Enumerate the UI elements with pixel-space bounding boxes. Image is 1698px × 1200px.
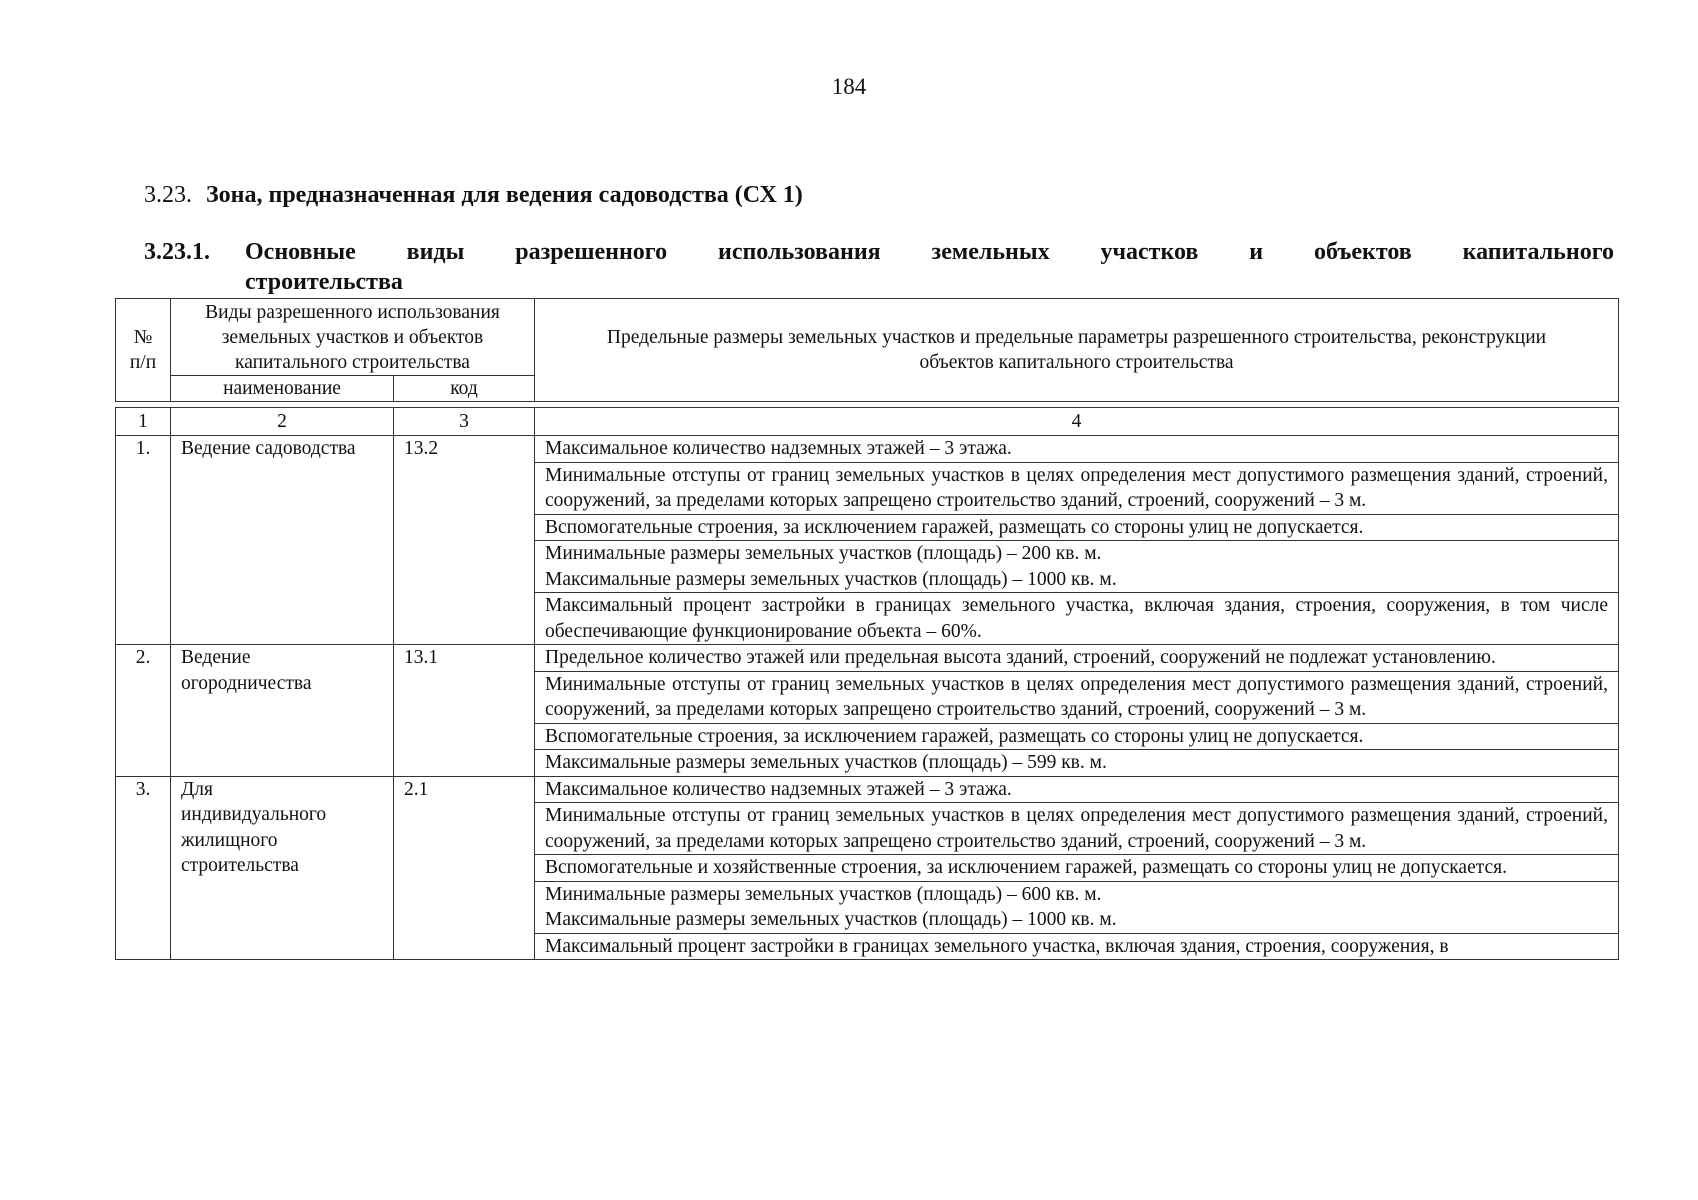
header-name-col: наименование — [171, 376, 394, 402]
limit-rule-text: Максимальный процент застройки в границах земельного участка, включая здания, строения, сооружения, в том числе обеспечивающие функционирование объекта – 60%. — [545, 595, 1608, 642]
section-heading — [144, 182, 803, 209]
use-type-code: 2.1 — [394, 776, 535, 960]
limit-rule — [535, 776, 1619, 803]
table-header — [115, 298, 1619, 402]
limit-rule — [535, 462, 1619, 514]
row-number: 2. — [116, 645, 171, 777]
index-cell: 1 — [116, 408, 171, 436]
row-number: 1. — [116, 436, 171, 645]
limit-rule — [535, 541, 1619, 593]
section-number: 3.23. — [144, 182, 192, 208]
index-cell: 4 — [535, 408, 1619, 436]
limit-rule — [535, 723, 1619, 750]
limit-rule-text: Вспомогательные строения, за исключением гаражей, размещать со стороны улиц не допускается. — [545, 516, 1364, 538]
limit-rule-text: Максимальные размеры земельных участков (площадь) – 599 кв. м. — [545, 752, 1107, 773]
limit-rule-text: Предельное количество этажей или предельная высота зданий, строений, сооружений не подлежат установлению. — [545, 647, 1496, 668]
subsection-title-line2: строительства — [245, 269, 403, 295]
subsection-heading — [144, 237, 1614, 297]
index-cell: 2 — [171, 408, 394, 436]
page-number: 184 — [831, 74, 867, 99]
use-type-name: Для индивидуального жилищного строительства — [171, 776, 394, 960]
limit-rule-text: Максимальный процент застройки в границах земельного участка, включая здания, строения, сооружения, в — [545, 935, 1449, 957]
table-body — [115, 407, 1619, 960]
index-cell: 3 — [394, 408, 535, 436]
limit-rule-text: Максимальное количество надземных этажей – 3 этажа. — [545, 438, 1012, 459]
use-type-code: 13.2 — [394, 436, 535, 645]
limit-rule-text: Максимальные размеры земельных участков (площадь) – 1000 кв. м. — [545, 909, 1117, 930]
limit-rule-text: Минимальные размеры земельных участков (площадь) – 200 кв. м. — [545, 543, 1102, 564]
limit-rule — [535, 855, 1619, 882]
limit-rule-text: Вспомогательные и хозяйственные строения, за исключением гаражей, размещать со стороны улиц не допускается. — [545, 857, 1507, 878]
limit-rule-text: Минимальные отступы от границ земельных участков в целях определения мест допустимого размещения зданий, строений, сооружений, за пределами которых запрещено строительство зданий, строений, сооружений – 3 м. — [545, 673, 1608, 720]
limit-rule-text: Максимальные размеры земельных участков (площадь) – 1000 кв. м. — [545, 568, 1117, 590]
section-title: Зона, предназначенная для ведения садоводства (СХ 1) — [206, 182, 803, 208]
limit-rule-text: Минимальные отступы от границ земельных участков в целях определения мест допустимого размещения зданий, строений, сооружений, за пределами которых запрещено строительство зданий, строений, сооружений – 3 м. — [545, 464, 1608, 511]
header-types-col: Виды разрешенного использования земельных участков и объектов капитального строительства — [171, 299, 535, 376]
subsection-title-line1: Основные виды разрешенного использования земельных участков и объектов капитального — [245, 239, 1614, 265]
table-row — [116, 776, 1619, 803]
limit-rule — [535, 514, 1619, 541]
limit-rule-text: Минимальные размеры земельных участков (площадь) – 600 кв. м. — [545, 883, 1102, 905]
limit-rule-text: Вспомогательные строения, за исключением гаражей, размещать со стороны улиц не допускается. — [545, 725, 1364, 747]
use-type-name: Ведение садоводства — [171, 436, 394, 645]
use-type-code: 13.1 — [394, 645, 535, 777]
limit-rule — [535, 933, 1619, 960]
limit-rule — [535, 671, 1619, 723]
subsection-title — [245, 237, 1614, 297]
limit-rule — [535, 803, 1619, 855]
limit-rule — [535, 593, 1619, 645]
index-row — [116, 408, 1619, 436]
header-code-col: код — [394, 376, 535, 402]
row-number: 3. — [116, 776, 171, 960]
limit-rule — [535, 750, 1619, 777]
limit-rule-text: Минимальные отступы от границ земельных участков в целях определения мест допустимого размещения зданий, строений, сооружений, за пределами которых запрещено строительство зданий, строений, сооружений – 3 м. — [545, 805, 1608, 852]
table-row — [116, 436, 1619, 463]
limit-rule — [535, 436, 1619, 463]
subsection-number: 3.23.1. — [144, 239, 210, 265]
limit-rule-text: Максимальное количество надземных этажей – 3 этажа. — [545, 778, 1012, 800]
header-num-col: № п/п — [116, 299, 171, 402]
use-type-name: Ведение огородничества — [171, 645, 394, 777]
table-row — [116, 645, 1619, 672]
limit-rule — [535, 881, 1619, 933]
header-limits-col: Предельные размеры земельных участков и предельные параметры разрешенного строительства, реконструкции объектов капитального строительства — [535, 299, 1619, 402]
limit-rule — [535, 645, 1619, 672]
